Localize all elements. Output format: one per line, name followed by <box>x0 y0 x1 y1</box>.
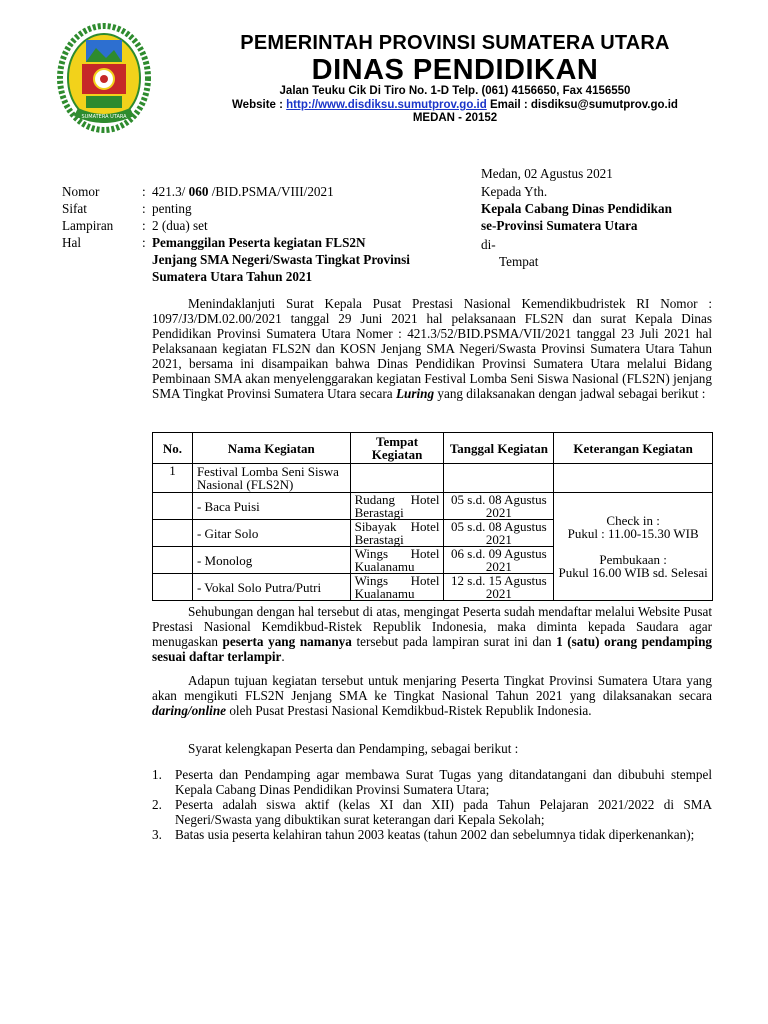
recipient-block <box>481 183 672 270</box>
cell-place: Rudang Hotel Berastagi <box>350 493 444 520</box>
meta-row-hal <box>62 234 412 285</box>
cell-empty <box>554 464 713 493</box>
meta-row-sifat <box>62 200 412 217</box>
meta-row-nomor <box>62 183 412 200</box>
cell-empty <box>153 520 193 547</box>
column-header: Tanggal Kegiatan <box>444 433 554 464</box>
requirements-list <box>152 767 712 842</box>
list-item: 2. Peserta adalah siswa aktif (kelas XI dan XII) pada Tahun Pelajaran 2021/2022 di SMA Negeri/Swasta yang dibuktikan surat keterangan dari Kepala Sekolah; <box>152 797 712 827</box>
paragraph-intro: Menindaklanjuti Surat Kepala Pusat Prestasi Nasional Kemendikbudristek RI Nomor : 1097/J3/DM.02.00/2021 tanggal 29 Juni 2021 hal pelaksanaan FLS2N dan surat Kepala Dinas Pendidikan Provinsi Sumatera Utara Nomer : 421.3/52/BID.PSMA/VII/2021 tanggal 23 Juli 2021 hal Pelaksanaan kegiatan FLS2N dan KOSN Jenjang SMA Negeri/Swasta Provinsi Sumatera Utara Tahun 2021, bersama ini disampaikan bahwa Dinas Pendidikan Provinsi Sumatera Utara melalui Bidang Pembinaan SMA akan menyelenggarakan kegiatan Festival Lomba Seni Siswa Nasional (FLS2N) jenjang SMA Tingkat Provinsi Sumatera Utara secara Luring yang dilaksanakan dengan jadwal sebagai berikut : <box>152 296 712 401</box>
cell-group-name: Festival Lomba Seni Siswa Nasional (FLS2N) <box>192 464 350 493</box>
cell-name: - Gitar Solo <box>192 520 350 547</box>
cell-empty <box>153 574 193 601</box>
cell-date: 05 s.d. 08 Agustus 2021 <box>444 520 554 547</box>
cell-empty <box>444 464 554 493</box>
provincial-coat-of-arms-icon <box>56 22 152 134</box>
website-label: Website : <box>232 99 283 111</box>
recipient-di: di- <box>481 237 496 252</box>
svg-text:SUMATERA UTARA: SUMATERA UTARA <box>81 114 127 120</box>
meta-value: 421.3/ 060 /BID.PSMA/VIII/2021 <box>152 184 334 199</box>
table-row <box>153 493 713 520</box>
meta-colon: : <box>142 235 146 250</box>
column-header: No. <box>153 433 193 464</box>
paragraph-requirements-intro: Syarat kelengkapan Peserta dan Pendamping, sebagai berikut : <box>188 741 519 756</box>
cell-place: Wings Hotel Kualanamu <box>350 547 444 574</box>
meta-label: Hal <box>62 235 82 250</box>
place-date: Medan, 02 Agustus 2021 <box>481 166 613 181</box>
letterhead-department: DINAS PENDIDIKAN <box>311 54 599 86</box>
letter-meta <box>62 183 412 285</box>
cell-note: Check in : Pukul : 11.00-15.30 WIB Pembukaan : Pukul 16.00 WIB sd. Selesai <box>554 493 713 601</box>
column-header: Tempat Kegiatan <box>350 433 444 464</box>
paragraph-assignment: Sehubungan dengan hal tersebut di atas, mengingat Peserta sudah mendaftar melalui Website Pusat Prestasi Nasional Kemdikbud-Ristek Republik Indonesia, maka diminta kepada Saudara agar menugaskan peserta yang namanya tersebut pada lampiran surat ini dan 1 (satu) orang pendamping sesuai daftar terlampir. <box>152 604 713 664</box>
website-link[interactable]: http://www.disdiksu.sumutprov.go.id <box>286 99 487 111</box>
schedule-table <box>152 432 713 601</box>
cell-date: 12 s.d. 15 Agustus 2021 <box>444 574 554 601</box>
meta-colon: : <box>142 201 146 216</box>
recipient-place: Tempat <box>499 254 539 269</box>
column-header: Keterangan Kegiatan <box>554 433 713 464</box>
meta-colon: : <box>142 218 146 233</box>
cell-place: Sibayak Hotel Berastagi <box>350 520 444 547</box>
cell-no: 1 <box>153 464 193 493</box>
cell-empty <box>153 547 193 574</box>
list-item: 1. Peserta dan Pendamping agar membawa Surat Tugas yang ditandatangani dan dibubuhi stempel Kepala Cabang Dinas Pendidikan Provinsi Sumatera Utara; <box>152 767 712 797</box>
cell-name: - Baca Puisi <box>192 493 350 520</box>
letterhead-city: MEDAN - 20152 <box>412 112 498 124</box>
letterhead-contact <box>160 99 750 111</box>
letterhead-address: Jalan Teuku Cik Di Tiro No. 1-D Telp. (061) 4156650, Fax 4156550 <box>279 85 631 97</box>
email-text: Email : disdiksu@sumutprov.go.id <box>489 99 678 111</box>
column-header: Nama Kegiatan <box>192 433 350 464</box>
meta-value: Pemanggilan Peserta kegiatan FLS2N Jenjang SMA Negeri/Swasta Tingkat Provinsi Sumatera Utara Tahun 2021 <box>152 235 410 284</box>
meta-colon: : <box>142 184 146 199</box>
meta-label: Lampiran <box>62 218 114 233</box>
cell-empty <box>153 493 193 520</box>
meta-value: 2 (dua) set <box>152 218 208 233</box>
table-row <box>153 464 713 493</box>
meta-label: Sifat <box>62 201 87 216</box>
recipient-greeting: Kepada Yth. <box>481 184 548 199</box>
cell-date: 05 s.d. 08 Agustus 2021 <box>444 493 554 520</box>
cell-name: - Monolog <box>192 547 350 574</box>
cell-date: 06 s.d. 09 Agustus 2021 <box>444 547 554 574</box>
list-item: 3. Batas usia peserta kelahiran tahun 2003 keatas (tahun 2002 dan sebelumnya tidak diperkenankan); <box>152 827 695 842</box>
cell-name: - Vokal Solo Putra/Putri <box>192 574 350 601</box>
letterhead-government: PEMERINTAH PROVINSI SUMATERA UTARA <box>240 32 670 54</box>
recipient-scope: se-Provinsi Sumatera Utara <box>481 218 638 233</box>
recipient-title: Kepala Cabang Dinas Pendidikan <box>481 201 672 216</box>
cell-place: Wings Hotel Kualanamu <box>350 574 444 601</box>
meta-label: Nomor <box>62 184 100 199</box>
cell-empty <box>350 464 444 493</box>
paragraph-purpose: Adapun tujuan kegiatan tersebut untuk menjaring Peserta Tingkat Provinsi Sumatera Utara yang akan mengikuti FLS2N Jenjang SMA ke Tingkat Nasional Tahun 2021 yang dilaksanakan secara daring/online oleh Pusat Prestasi Nasional Kemdikbud-Ristek Republik Indonesia. <box>152 673 712 718</box>
meta-value: penting <box>152 201 192 216</box>
meta-row-lampiran <box>62 217 412 234</box>
table-header-row <box>153 433 713 464</box>
